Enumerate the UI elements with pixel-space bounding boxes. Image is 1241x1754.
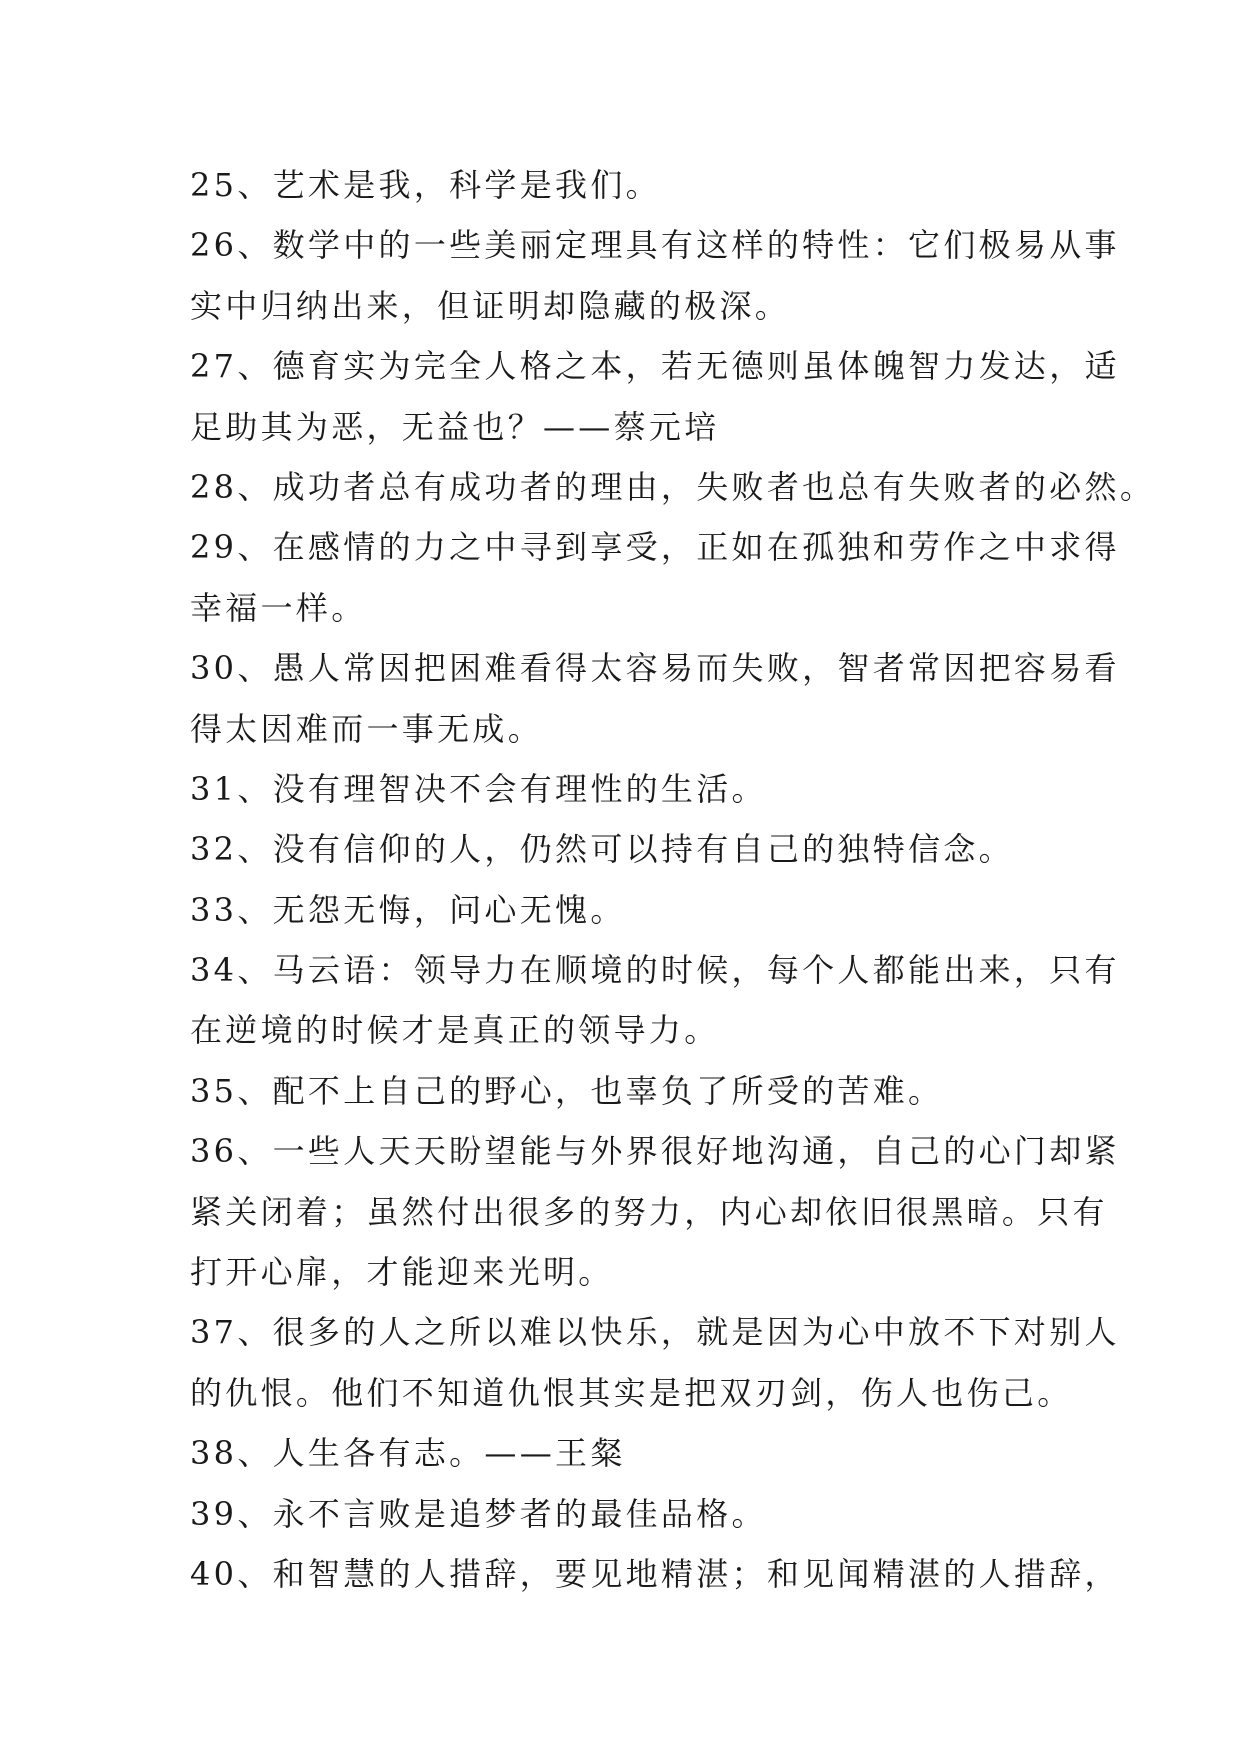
text-line: 幸福一样。 [190,588,367,627]
text-line: 36、一些人天天盼望能与外界很好地沟通，自己的心门却紧 [190,1132,1120,1171]
text-line: 紧关闭着；虽然付出很多的努力，内心却依旧很黑暗。只有 [190,1192,1108,1231]
text-line: 39、永不言败是追梦者的最佳品格。 [190,1494,767,1533]
text-line: 足助其为恶，无益也？——蔡元培 [190,407,720,446]
text-line: 30、愚人常因把困难看得太容易而失败，智者常因把容易看 [190,649,1120,688]
text-line: 25、艺术是我，科学是我们。 [190,166,661,204]
text-line: 实中归纳出来，但证明却隐藏的极深。 [190,286,791,325]
text-line: 27、德育实为完全人格之本，若无德则虽体魄智力发达，适 [190,347,1120,386]
text-line: 打开心扉，才能迎来光明。 [190,1253,614,1292]
text-line: 40、和智慧的人措辞，要见地精湛；和见闻精湛的人措辞， [190,1554,1120,1593]
text-line: 的仇恨。他们不知道仇恨其实是把双刃剑，伤人也伤己。 [190,1373,1073,1412]
text-line: 32、没有信仰的人，仍然可以持有自己的独特信念。 [190,830,1014,869]
document-body [190,155,1156,1604]
text-line: 29、在感情的力之中寻到享受，正如在孤独和劳作之中求得 [190,528,1120,567]
text-line: 28、成功者总有成功者的理由，失败者也总有失败者的必然。 [190,467,1156,506]
text-line: 38、人生各有志。——王粲 [190,1434,626,1473]
text-line: 34、马云语：领导力在顺境的时候，每个人都能出来，只有 [190,951,1120,990]
text-line: 33、无怨无悔，问心无愧。 [190,890,626,929]
text-line: 37、很多的人之所以难以快乐，就是因为心中放不下对别人 [190,1313,1120,1352]
text-line: 在逆境的时候才是真正的领导力。 [190,1011,720,1050]
text-line: 35、配不上自己的野心，也辜负了所受的苦难。 [190,1071,944,1110]
text-line: 26、数学中的一些美丽定理具有这样的特性：它们极易从事 [190,226,1120,265]
text-line: 得太因难而一事无成。 [190,709,544,748]
text-line: 31、没有理智决不会有理性的生活。 [190,769,767,808]
